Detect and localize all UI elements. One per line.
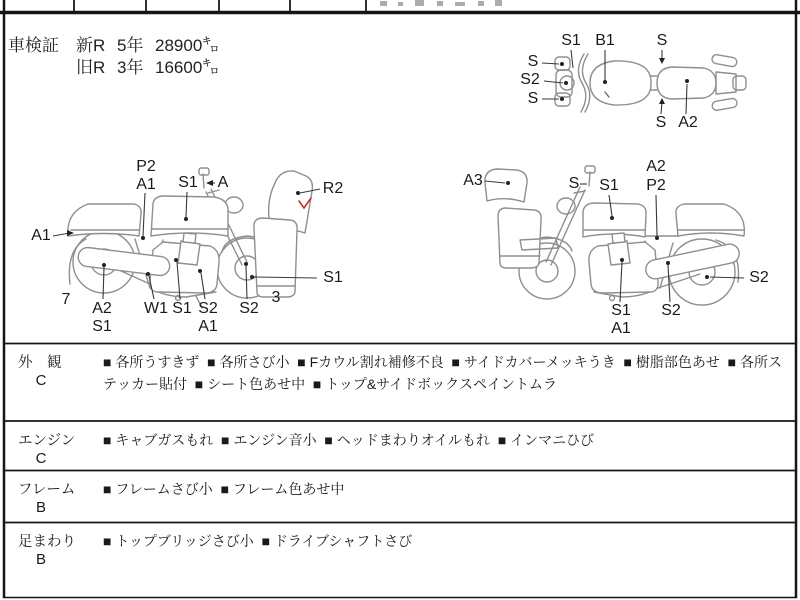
reg-new-label: 新R	[76, 36, 106, 55]
row-name: 足まわり	[18, 534, 76, 550]
mark-label-right-s1: S1	[611, 302, 631, 319]
cropped-text-fragments	[380, 0, 502, 6]
reg-old-km: 16600㌔	[155, 58, 220, 77]
mark-label-left-a1: A1	[198, 318, 218, 335]
mark-label-right-s2: S2	[661, 302, 681, 319]
mark-label-top-s: S	[655, 114, 667, 131]
mark-label-left-s1: S1	[323, 269, 343, 286]
mark-label-left-a2: A2	[92, 300, 112, 317]
row-grade: C	[35, 372, 47, 389]
mark-label-top-s: S	[527, 90, 539, 107]
top-header-cells	[74, 0, 366, 11]
mark-label-left-s2: S2	[198, 300, 218, 317]
mark-label-right-s2: S2	[749, 269, 769, 286]
row-item-list: ■ フレームさび小 ■ フレーム色あせ中	[103, 481, 345, 497]
mark-label-right-a2: A2	[646, 158, 666, 175]
row-grade: C	[35, 450, 47, 467]
mark-label-left-r2: R2	[322, 180, 344, 197]
table-row-undercarriage	[3, 522, 796, 598]
reg-old-label: 旧R	[76, 58, 106, 77]
mark-label-top-a2: A2	[678, 114, 698, 131]
mark-label-right-a3: A3	[463, 172, 483, 189]
row-item-list: ■ キャブガスもれ ■ エンジン音小 ■ ヘッドまわりオイルもれ ■ インマニひび	[103, 432, 595, 448]
mark-label-left-s1: S1	[178, 174, 198, 191]
mark-label-right-p2: P2	[646, 177, 666, 194]
table-row-exterior	[3, 343, 796, 421]
mark-label-left-a: A	[217, 174, 229, 191]
reg-new-km: 28900㌔	[155, 36, 220, 55]
row-item-list: ■ 各所うすきず ■ 各所さび小 ■ Fカウル割れ補修不良 ■ サイドカバーメッキうき ■ 樹脂部色あせ ■ 各所ステッカー貼付 ■ シート色あせ中 ■ トップ&サイドボックスペイントムラ	[103, 354, 783, 392]
mark-label-right-s1: S1	[599, 177, 619, 194]
mark-label-left-a1: A1	[31, 227, 51, 244]
reg-new-years: 5年	[117, 36, 144, 55]
mark-label-left-a1: A1	[136, 176, 156, 193]
stock-number-7: 7	[61, 291, 71, 308]
table-row-frame	[3, 470, 796, 522]
top-view-bike	[555, 54, 746, 112]
row-grade: B	[35, 551, 46, 568]
row-grade: B	[35, 499, 46, 516]
mark-label-right-a1: A1	[611, 320, 631, 337]
mark-label-left-s2: S2	[239, 300, 259, 317]
table-row-engine	[3, 421, 796, 470]
mark-label-right-s: S	[568, 175, 580, 192]
mark-label-left-s1: S1	[92, 318, 112, 335]
row-name: 外 観	[18, 355, 62, 371]
row-name: エンジン	[18, 433, 76, 449]
row-item-list: ■ トップブリッジさび小 ■ ドライブシャフトさび	[103, 533, 413, 549]
mark-label-top-s2: S2	[520, 71, 540, 88]
mark-label-top-s1: S1	[561, 32, 581, 49]
reg-old-years: 3年	[117, 58, 144, 77]
mark-label-left-s1: S1	[172, 300, 192, 317]
mark-label-left-p2: P2	[136, 158, 156, 175]
shaken-certificate-label: 車検証	[8, 36, 59, 55]
mark-label-top-s: S	[656, 32, 668, 49]
mark-label-left-w1: W1	[144, 300, 168, 317]
row-name: フレーム	[18, 482, 76, 498]
mark-label-top-s: S	[527, 53, 539, 70]
stock-number-3: 3	[271, 289, 281, 306]
mark-label-top-b1: B1	[595, 32, 615, 49]
